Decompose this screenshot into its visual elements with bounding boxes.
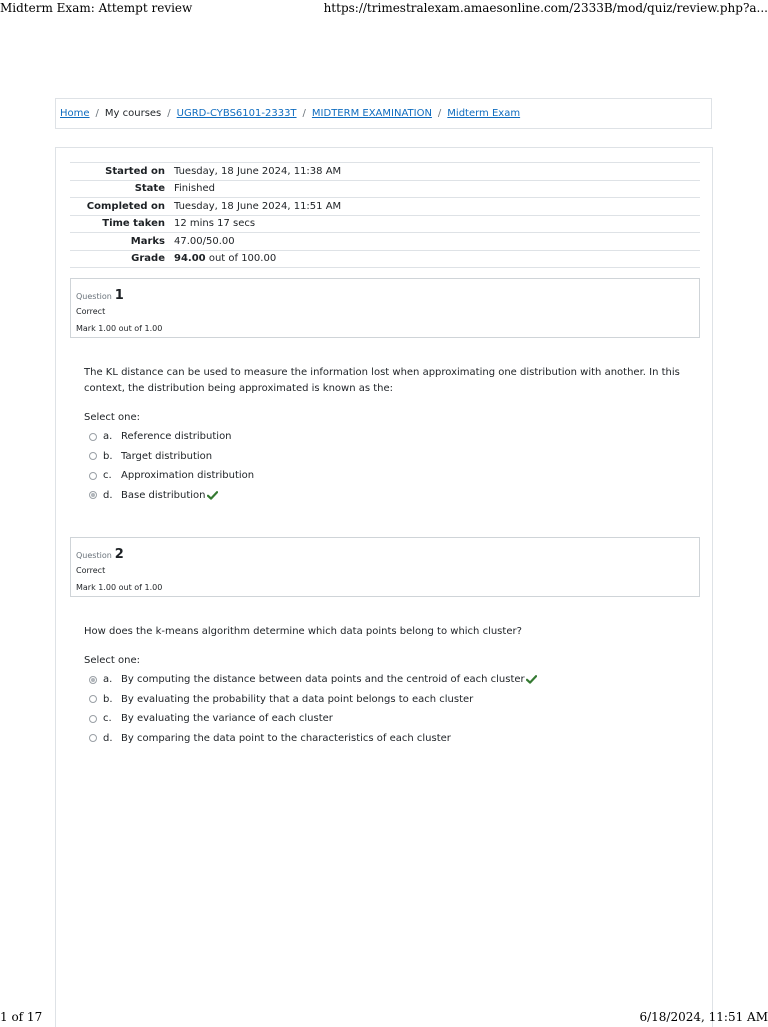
answer-text: By evaluating the probability that a data point belongs to each cluster <box>121 693 474 705</box>
question-word: Question <box>76 292 112 301</box>
summary-row <box>70 198 700 216</box>
question-number: 2 <box>114 547 124 562</box>
radio-button[interactable] <box>89 734 97 742</box>
answer-text: Reference distribution <box>121 431 232 443</box>
question-mark: Mark 1.00 out of 1.00 <box>76 324 163 333</box>
radio-button[interactable] <box>89 452 97 460</box>
answer-option[interactable] <box>89 486 649 506</box>
answer-option[interactable] <box>89 729 649 749</box>
answer-letter: a. <box>103 674 113 686</box>
radio-button[interactable] <box>89 472 97 480</box>
answer-option[interactable] <box>89 690 649 710</box>
answer-option[interactable] <box>89 447 649 467</box>
breadcrumb-my-courses: My courses <box>104 108 162 119</box>
radio-button-selected[interactable] <box>89 491 97 499</box>
answer-option[interactable] <box>89 670 649 690</box>
checkmark-icon <box>526 675 537 684</box>
summary-row <box>70 180 700 198</box>
breadcrumb-home-link[interactable]: Home <box>60 108 90 119</box>
answer-text: By evaluating the variance of each cluster <box>121 713 333 725</box>
summary-value: Tuesday, 18 June 2024, 11:38 AM <box>174 165 342 177</box>
summary-label: Time taken <box>102 218 165 230</box>
summary-value: Finished <box>174 183 215 195</box>
answer-list <box>89 670 649 748</box>
summary-value <box>170 250 700 268</box>
summary-value: 12 mins 17 secs <box>174 218 256 230</box>
print-page-title: Midterm Exam: Attempt review <box>0 1 193 15</box>
breadcrumb <box>55 98 712 129</box>
answer-letter: d. <box>103 732 113 744</box>
question-text: The KL distance can be used to measure the information lost when approximating one distribution with another. In this context, the distribution being approximated is known as the: <box>84 367 680 394</box>
grade-value: 94.00 <box>174 253 206 265</box>
radio-button-selected[interactable] <box>89 676 97 684</box>
question-mark: Mark 1.00 out of 1.00 <box>76 583 163 592</box>
answer-option[interactable] <box>89 427 649 447</box>
summary-label: Completed on <box>86 200 165 212</box>
answer-letter: c. <box>103 470 112 482</box>
summary-value: Tuesday, 18 June 2024, 11:51 AM <box>174 200 342 212</box>
radio-button[interactable] <box>89 695 97 703</box>
question-info-box <box>70 537 700 597</box>
answer-option[interactable] <box>89 709 649 729</box>
answer-letter: b. <box>103 693 113 705</box>
question-state: Correct <box>76 566 106 575</box>
breadcrumb-section-link[interactable]: MIDTERM EXAMINATION <box>311 108 432 119</box>
summary-label: Started on <box>105 165 165 177</box>
question-number: 1 <box>114 288 124 303</box>
answer-text: Base distribution <box>121 489 206 501</box>
summary-row <box>70 215 700 233</box>
print-header <box>0 0 768 16</box>
answer-list <box>89 427 649 505</box>
answer-text: By comparing the data point to the characteristics of each cluster <box>121 732 451 744</box>
attempt-summary-table <box>70 162 700 268</box>
summary-row <box>70 250 700 268</box>
answer-text: Approximation distribution <box>121 470 255 482</box>
answer-text: By computing the distance between data points and the centroid of each cluster <box>121 674 525 686</box>
answer-letter: c. <box>103 713 112 725</box>
answer-option[interactable] <box>89 466 649 486</box>
summary-label: Grade <box>131 253 165 265</box>
print-datetime: 6/18/2024, 11:51 AM <box>639 1010 768 1024</box>
question-info-box <box>70 278 700 338</box>
question-word: Question <box>76 551 112 560</box>
summary-row <box>70 163 700 181</box>
answer-text: Target distribution <box>121 450 213 462</box>
breadcrumb-quiz-link[interactable]: Midterm Exam <box>447 108 521 119</box>
breadcrumb-separator: / <box>95 108 99 119</box>
radio-button[interactable] <box>89 433 97 441</box>
answer-letter: d. <box>103 489 113 501</box>
select-one-label: Select one: <box>84 655 141 666</box>
summary-label: State <box>134 183 165 195</box>
answer-letter: b. <box>103 450 113 462</box>
question-state: Correct <box>76 307 106 316</box>
radio-button[interactable] <box>89 715 97 723</box>
breadcrumb-separator: / <box>302 108 306 119</box>
summary-value: 47.00/50.00 <box>174 235 235 247</box>
page-count: 1 of 17 <box>0 1010 43 1024</box>
select-one-label: Select one: <box>84 412 141 423</box>
summary-label: Marks <box>130 235 165 247</box>
summary-row <box>70 233 700 251</box>
answer-letter: a. <box>103 431 113 443</box>
question-text: How does the k-means algorithm determine which data points belong to which cluster? <box>84 626 522 637</box>
attempt-review-region <box>55 147 713 1027</box>
breadcrumb-separator: / <box>437 108 442 119</box>
checkmark-icon <box>207 491 218 500</box>
grade-out-of: out of 100.00 <box>205 253 277 265</box>
breadcrumb-course-link[interactable]: UGRD-CYBS6101-2333T <box>176 108 297 119</box>
print-footer <box>0 1009 768 1025</box>
print-page-url: https://trimestralexam.amaesonline.com/2333B/mod/quiz/review.php?a... <box>323 1 768 15</box>
breadcrumb-separator: / <box>167 108 171 119</box>
